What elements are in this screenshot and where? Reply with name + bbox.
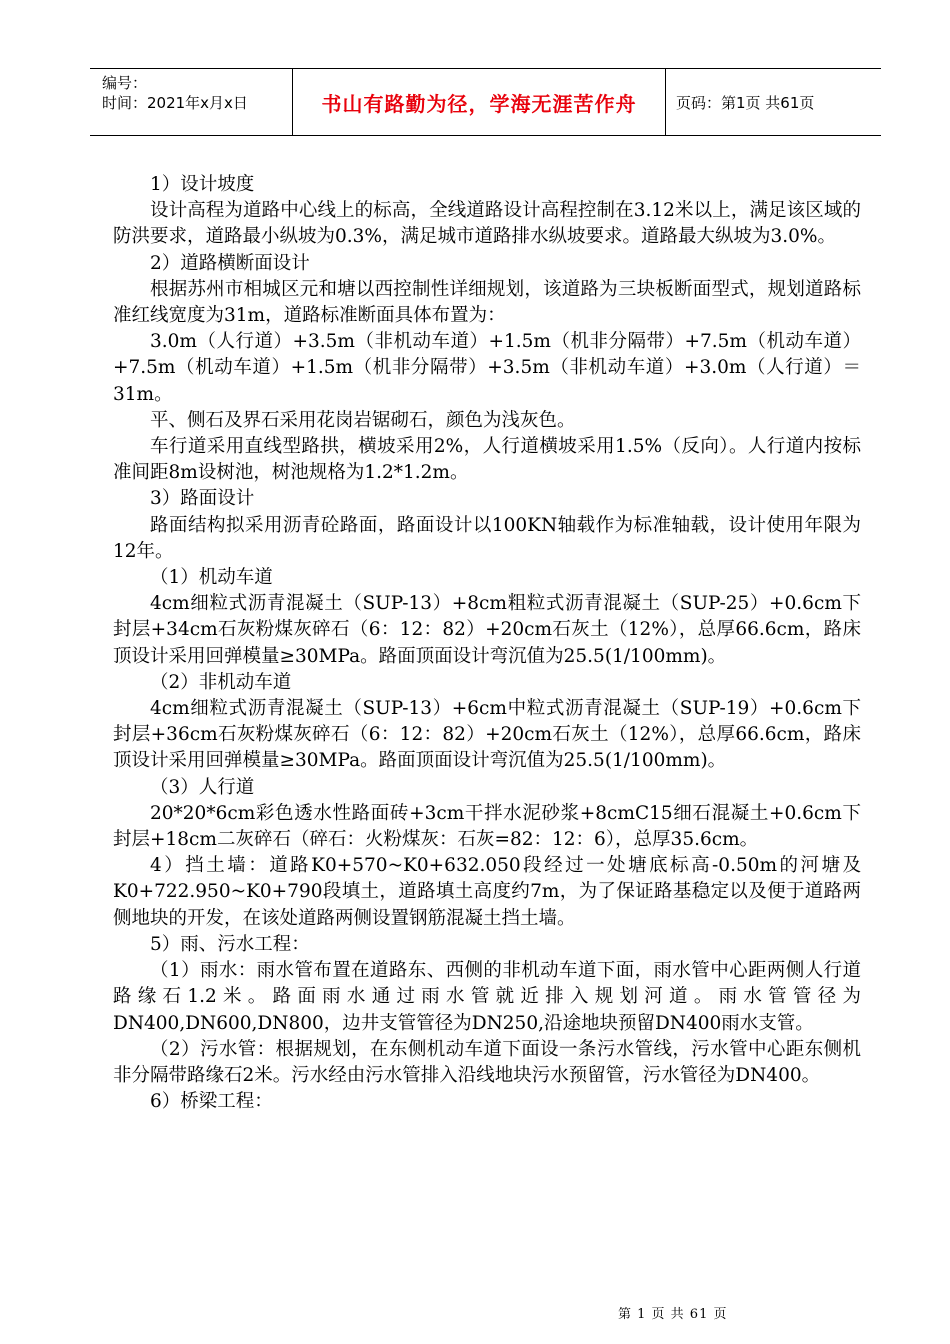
paragraph: 5）雨、污水工程： <box>150 933 310 955</box>
paragraph: 路面结构拟采用沥青砼路面，路面设计以100KN轴载作为标准轴载，设计使用年限为12年。 <box>113 514 861 562</box>
paragraph: 平、侧石及界石采用花岗岩锯砌石，颜色为浅灰色。 <box>150 409 576 431</box>
paragraph: 车行道采用直线型路拱，横坡采用2%，人行道横坡采用1.5%（反向）。人行道内按标准间距8m设树池，树池规格为1.2*1.2m。 <box>113 436 861 484</box>
time-label: 时间：2021年x月x日 <box>102 94 248 112</box>
paragraph: 6）桥梁工程： <box>150 1091 273 1113</box>
number-label: 编号： <box>102 74 148 92</box>
paragraph: （1）机动车道 <box>150 567 273 589</box>
paragraph: 3）路面设计 <box>150 488 255 510</box>
paragraph: （3）人行道 <box>150 776 255 798</box>
paragraph: 设计高程为道路中心线上的标高，全线道路设计高程控制在3.12米以上，满足该区域的防洪要求，道路最小纵坡为0.3%，满足城市道路排水纵坡要求。道路最大纵坡为3.0%。 <box>113 200 861 248</box>
paragraph: （1）雨水：雨水管布置在道路东、西侧的非机动车道下面，雨水管中心距两侧人行道路缘石1.2米。路面雨水通过雨水管就近排入规划河道。雨水管管径为DN400,DN600,DN800，边井支管管径为DN250,沿途地块预留DN400雨水支管。 <box>113 960 861 1034</box>
paragraph: 根据苏州市相城区元和塘以西控制性详细规划，该道路为三块板断面型式，规划道路标准红线宽度为31m，道路标准断面具体布置为： <box>113 278 861 327</box>
paragraph: 4cm细粒式沥青混凝土（SUP-13）+6cm中粒式沥青混凝土（SUP-19）+0.6cm下封层+36cm石灰粉煤灰碎石（6：12：82）+20cm石灰土（12%），总厚66.6cm，路床顶设计采用回弹模量≥30MPa。路面顶面设计弯沉值为25.5(1/100mm)。 <box>113 698 861 772</box>
header-page-info: 页码：第1页 共61页 <box>666 69 882 136</box>
paragraph: 1）设计坡度 <box>150 174 255 195</box>
paragraph: （2）污水管：根据规划，在东侧机动车道下面设一条污水管线，污水管中心距东侧机非分隔带路缘石2米。污水经由污水管排入沿线地块污水预留管，污水管径为DN400。 <box>113 1038 861 1086</box>
header-motto: 书山有路勤为径，学海无涯苦作舟 <box>293 69 666 136</box>
paragraph: 4）挡土墙：道路K0+570~K0+632.050段经过一处塘底标高-0.50m的河塘及K0+722.950~K0+790段填土，道路填土高度约7m，为了保证路基稳定以及便于道路两侧地块的开发，在该处道路两侧设置钢筋混凝土挡土墙。 <box>113 855 861 929</box>
paragraph: 20*20*6cm彩色透水性路面砖+3cm干拌水泥砂浆+8cmC15细石混凝土+0.6cm下封层+18cm二灰碎石（碎石：火粉煤灰：石灰=82：12：6），总厚35.6cm。 <box>113 802 861 851</box>
paragraph: 4cm细粒式沥青混凝土（SUP-13）+8cm粗粒式沥青混凝土（SUP-25）+0.6cm下封层+34cm石灰粉煤灰碎石（6：12：82）+20cm石灰土（12%），总厚66.6cm，路床顶设计采用回弹模量≥30MPa。路面顶面设计弯沉值为25.5(1/100mm)。 <box>113 593 861 667</box>
document-body <box>113 172 861 1115</box>
paragraph: 3.0m（人行道）+3.5m（非机动车道）+1.5m（机非分隔带）+7.5m（机动车道）+7.5m（机动车道）+1.5m（机非分隔带）+3.5m（非机动车道）+3.0m（人行道）＝31m。 <box>113 331 861 405</box>
paragraph: （2）非机动车道 <box>150 671 292 693</box>
paragraph: 2）道路横断面设计 <box>150 252 310 274</box>
header-table <box>90 68 881 136</box>
header-meta-cell <box>90 69 293 136</box>
page-footer: 第 1 页 共 61 页 <box>618 1307 728 1322</box>
